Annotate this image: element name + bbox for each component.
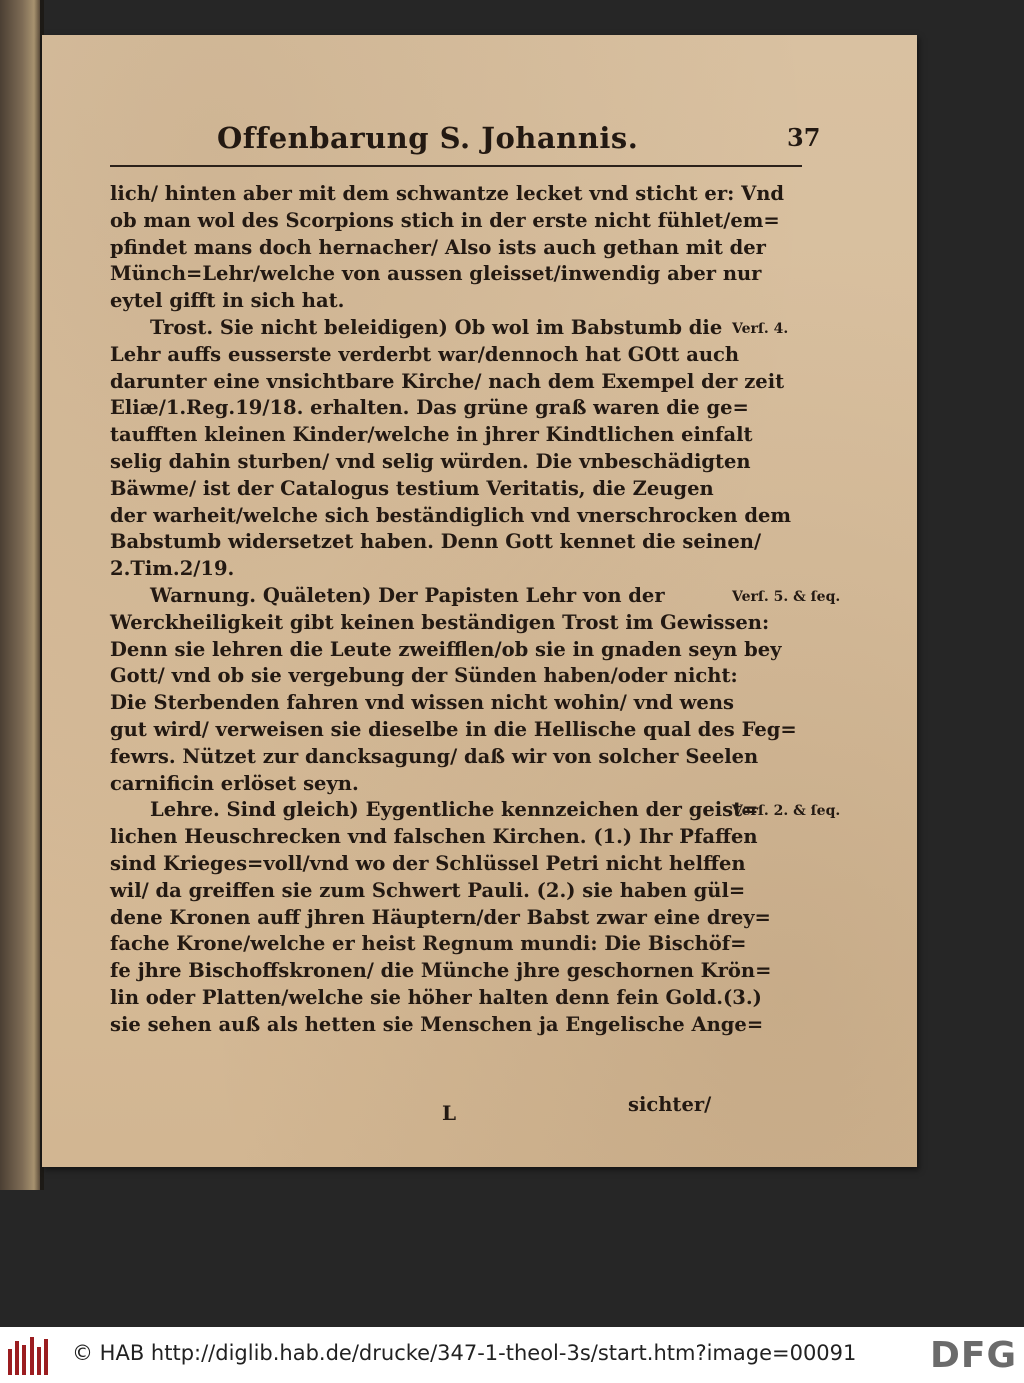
signature-mark: L [442,1101,457,1125]
body-line: eytel gifft in sich hat. [110,289,345,313]
body-line: Bäwme/ ist der Catalogus testium Veritatis, die Zeugen [110,476,714,500]
body-line: selig dahin sturben/ vnd selig würden. Die vnbeschädigten [110,449,751,473]
book-edge [0,0,40,1190]
body-line: Lehr auffs eusserste verderbt war/dennoch hat GOtt auch [110,342,740,366]
body-line: Denn sie lehren die Leute zweifflen/ob sie in gnaden seyn bey [110,637,782,661]
running-title: Offenbarung S. Johannis. [217,121,639,155]
body-line: Gott/ vnd ob sie vergebung der Sünden haben/oder nicht: [110,664,738,688]
body-line: sind Krieges=voll/vnd wo der Schlüssel Petri nicht helffen [110,851,746,875]
body-line: lin oder Platten/welche sie höher halten denn fein Gold.(3.) [110,985,762,1009]
body-line: 2.Tim.2/19. [110,557,235,581]
body-line: der warheit/welche sich beständiglich vnd vnerschrocken dem [110,503,792,527]
margin-note: Verſ. 4. [732,321,789,337]
body-line: fe jhre Bischoffskronen/ die Münche jhre geschornen Krön= [110,959,772,983]
margin-note: Verſ. 2. & ſeq. [732,803,841,820]
body-line: fewrs. Nützet zur dancksagung/ daß wir von solcher Seelen [110,744,759,768]
body-line: Trost. Sie nicht beleidigen) Ob wol im Babstumb die [150,315,723,339]
body-line: Lehre. Sind gleich) Eygentliche kennzeichen der geist= [150,798,759,822]
body-line: lichen Heuschrecken vnd falschen Kirchen. (1.) Ihr Pfaffen [110,825,758,849]
body-line: carnificin erlöset seyn. [110,771,359,795]
hab-logo-icon [8,1335,48,1375]
footer-bar [0,1327,1024,1383]
body-line: ob man wol des Scorpions stich in der erste nicht fühlet/em= [110,208,780,232]
running-head [217,121,821,161]
body-line: Werckheiligkeit gibt keinen beständigen Trost im Gewissen: [110,610,770,634]
book-page [42,35,917,1167]
dfg-logo: DFG [930,1335,1018,1376]
body-line: Münch=Lehr/welche von aussen gleisset/inwendig aber nur [110,262,762,286]
body-line: gut wird/ verweisen sie dieselbe in die Hellische qual des Feg= [110,717,797,741]
body-line: sie sehen auß als hetten sie Menschen ja Engelische Ange= [110,1012,764,1036]
margin-note: Verſ. 5. & ſeq. [732,589,841,605]
footer-citation: © HAB http://diglib.hab.de/drucke/347-1-theol-3s/start.htm?image=00091 [72,1341,857,1365]
catchword: sichter/ [628,1093,712,1116]
body-line: wil/ da greiffen sie zum Schwert Pauli. (2.) sie haben gül= [110,878,746,902]
body-line: Die Sterbenden fahren vnd wissen nicht wohin/ vnd wens [110,691,734,715]
body-line: pfindet mans doch hernacher/ Also ists auch gethan mit der [110,235,766,259]
page-number: 37 [787,123,821,152]
body-line: lich/ hinten aber mit dem schwantze lecket vnd sticht er: Vnd [110,182,785,205]
body-line: dene Kronen auff jhren Häuptern/der Babst zwar eine drey= [110,905,771,929]
body-line: Babstumb widersetzet haben. Denn Gott kennet die seinen/ [110,530,762,554]
body-line: Eliæ/1.Reg.19/18. erhalten. Das grüne graß waren die ge= [110,396,749,420]
header-rule [110,165,802,167]
body-line: fache Krone/welche er heist Regnum mundi: Die Bischöf= [110,932,747,956]
body-line: Warnung. Quäleten) Der Papisten Lehr von der [150,583,665,607]
body-line: darunter eine vnsichtbare Kirche/ nach dem Exempel der zeit [110,369,785,393]
body-line: taufften kleinen Kinder/welche in jhrer Kindtlichen einfalt [110,423,753,447]
